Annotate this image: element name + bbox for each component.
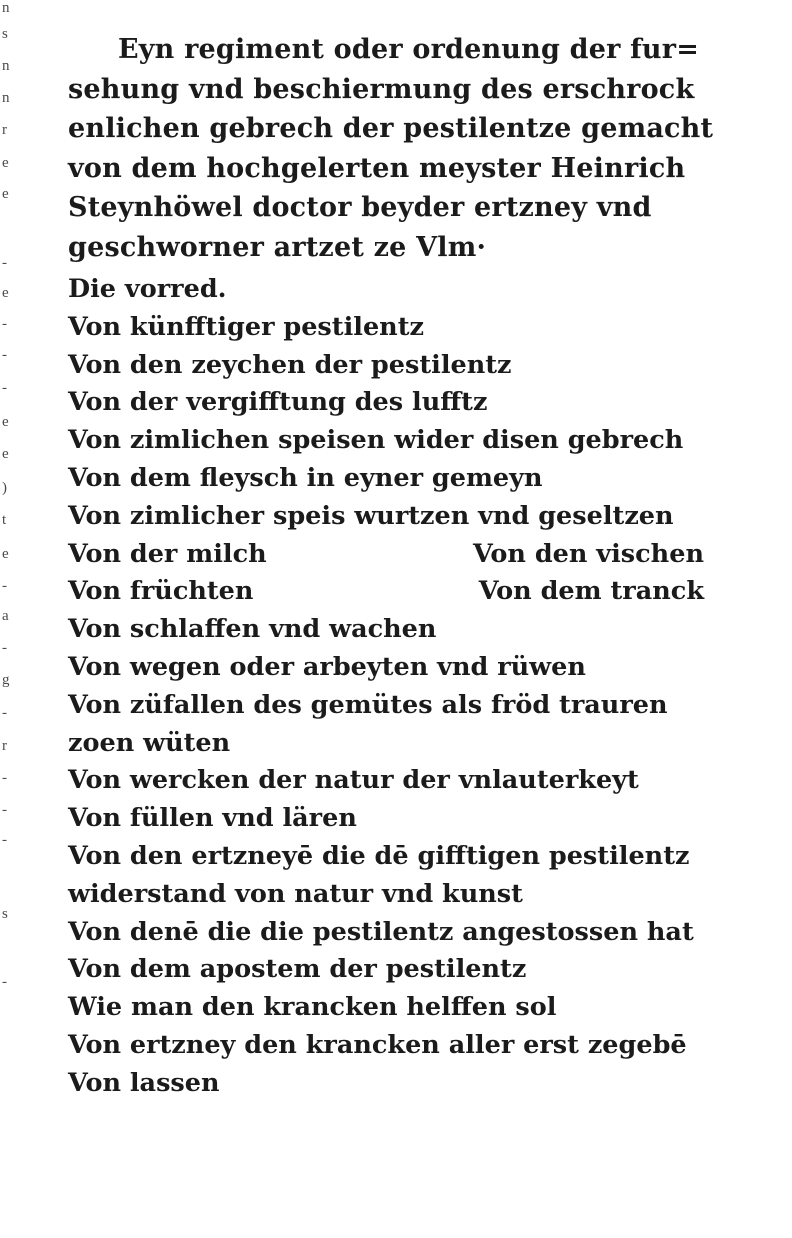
margin-letter: - xyxy=(2,802,7,818)
margin-letter: - xyxy=(2,974,7,990)
chapter-title: Von schlaffen vnd wachen xyxy=(68,614,437,645)
chapter-title: Von den vischen xyxy=(472,538,704,569)
chapter-title: Von dem apostem der pestilentz xyxy=(68,954,527,985)
margin-letter: n xyxy=(2,58,10,74)
margin-letter: s xyxy=(2,26,8,42)
margin-letter: - xyxy=(2,347,7,363)
margin-letter: e xyxy=(2,285,9,301)
heading-line: Steynhöwel doctor beyder ertzney vnd xyxy=(68,192,652,223)
margin-letter: e xyxy=(2,186,9,202)
chapter-title: Von künfftiger pestilentz xyxy=(68,311,424,342)
margin-letter: - xyxy=(2,380,7,396)
chapter-title: Von dem fleysch in eyner gemeyn xyxy=(68,462,543,493)
margin-letter: e xyxy=(2,546,9,562)
margin-letter: r xyxy=(2,738,7,754)
chapter-title: Von füllen vnd lären xyxy=(68,803,357,834)
margin-letter: r xyxy=(2,122,7,138)
chapter-title-continuation: widerstand von natur vnd kunst xyxy=(68,878,523,909)
margin-letter: n xyxy=(2,90,10,106)
margin-letter: n xyxy=(2,0,10,16)
margin-letter: - xyxy=(2,832,7,848)
chapter-title: Von der milch xyxy=(68,538,267,569)
chapter-title: Von wegen oder arbeyten vnd rüwen xyxy=(68,651,586,682)
chapter-title: Von der vergifftung des lufftz xyxy=(68,387,488,418)
chapter-pair xyxy=(68,573,704,611)
margin-letter: - xyxy=(2,705,7,721)
chapter-title: Wie man den krancken helffen sol xyxy=(68,992,557,1023)
chapter-title-continuation: zoen wüten xyxy=(68,727,231,758)
chapter-title: Von zimlichen speisen wider disen gebrech xyxy=(68,425,684,456)
chapter-list xyxy=(68,271,718,1103)
margin-letter: s xyxy=(2,906,8,922)
chapter-title: Von früchten xyxy=(68,576,254,607)
heading-line: geschworner artzet ze Vlm· xyxy=(68,231,487,263)
margin-letter: - xyxy=(2,770,7,786)
heading-block xyxy=(68,30,718,267)
left-margin-fragment xyxy=(0,0,22,1238)
margin-letter: g xyxy=(2,672,10,688)
printed-page xyxy=(68,30,718,1103)
chapter-title: Von dem tranck xyxy=(478,576,704,607)
chapter-title: Von denē die die pestilentz angestossen hat xyxy=(68,916,694,947)
margin-letter: - xyxy=(2,316,7,332)
margin-letter: - xyxy=(2,255,7,271)
margin-letter: e xyxy=(2,414,9,430)
chapter-title: Von den ertzneyē die dē gifftigen pestilentz xyxy=(68,840,690,871)
margin-letter: - xyxy=(2,578,7,594)
chapter-title: Die vorred. xyxy=(68,274,227,304)
chapter-title: Von ertzney den krancken aller erst zegebē xyxy=(68,1029,687,1060)
heading-line: enlichen gebrech der pestilentze gemacht xyxy=(68,113,714,144)
chapter-title: Von wercken der natur der vnlauterkeyt xyxy=(68,765,639,796)
margin-letter: - xyxy=(2,640,7,656)
margin-letter: t xyxy=(2,512,7,528)
margin-letter: e xyxy=(2,446,9,462)
chapter-title: Von zimlicher speis wurtzen vnd geseltzen xyxy=(68,500,674,531)
heading-line: Eyn regiment oder ordenung der fur= xyxy=(118,34,700,65)
chapter-title: Von lassen xyxy=(68,1067,220,1098)
margin-letter: ) xyxy=(2,480,7,496)
margin-letter: a xyxy=(2,608,9,624)
chapter-title: Von den zeychen der pestilentz xyxy=(68,349,512,380)
chapter-title: Von züfallen des gemütes als fröd trauren xyxy=(68,689,668,720)
chapter-pair xyxy=(68,536,704,574)
heading-line: sehung vnd beschiermung des erschrock xyxy=(68,73,695,105)
margin-letter: e xyxy=(2,155,9,171)
heading-line: von dem hochgelerten meyster Heinrich xyxy=(68,152,686,184)
